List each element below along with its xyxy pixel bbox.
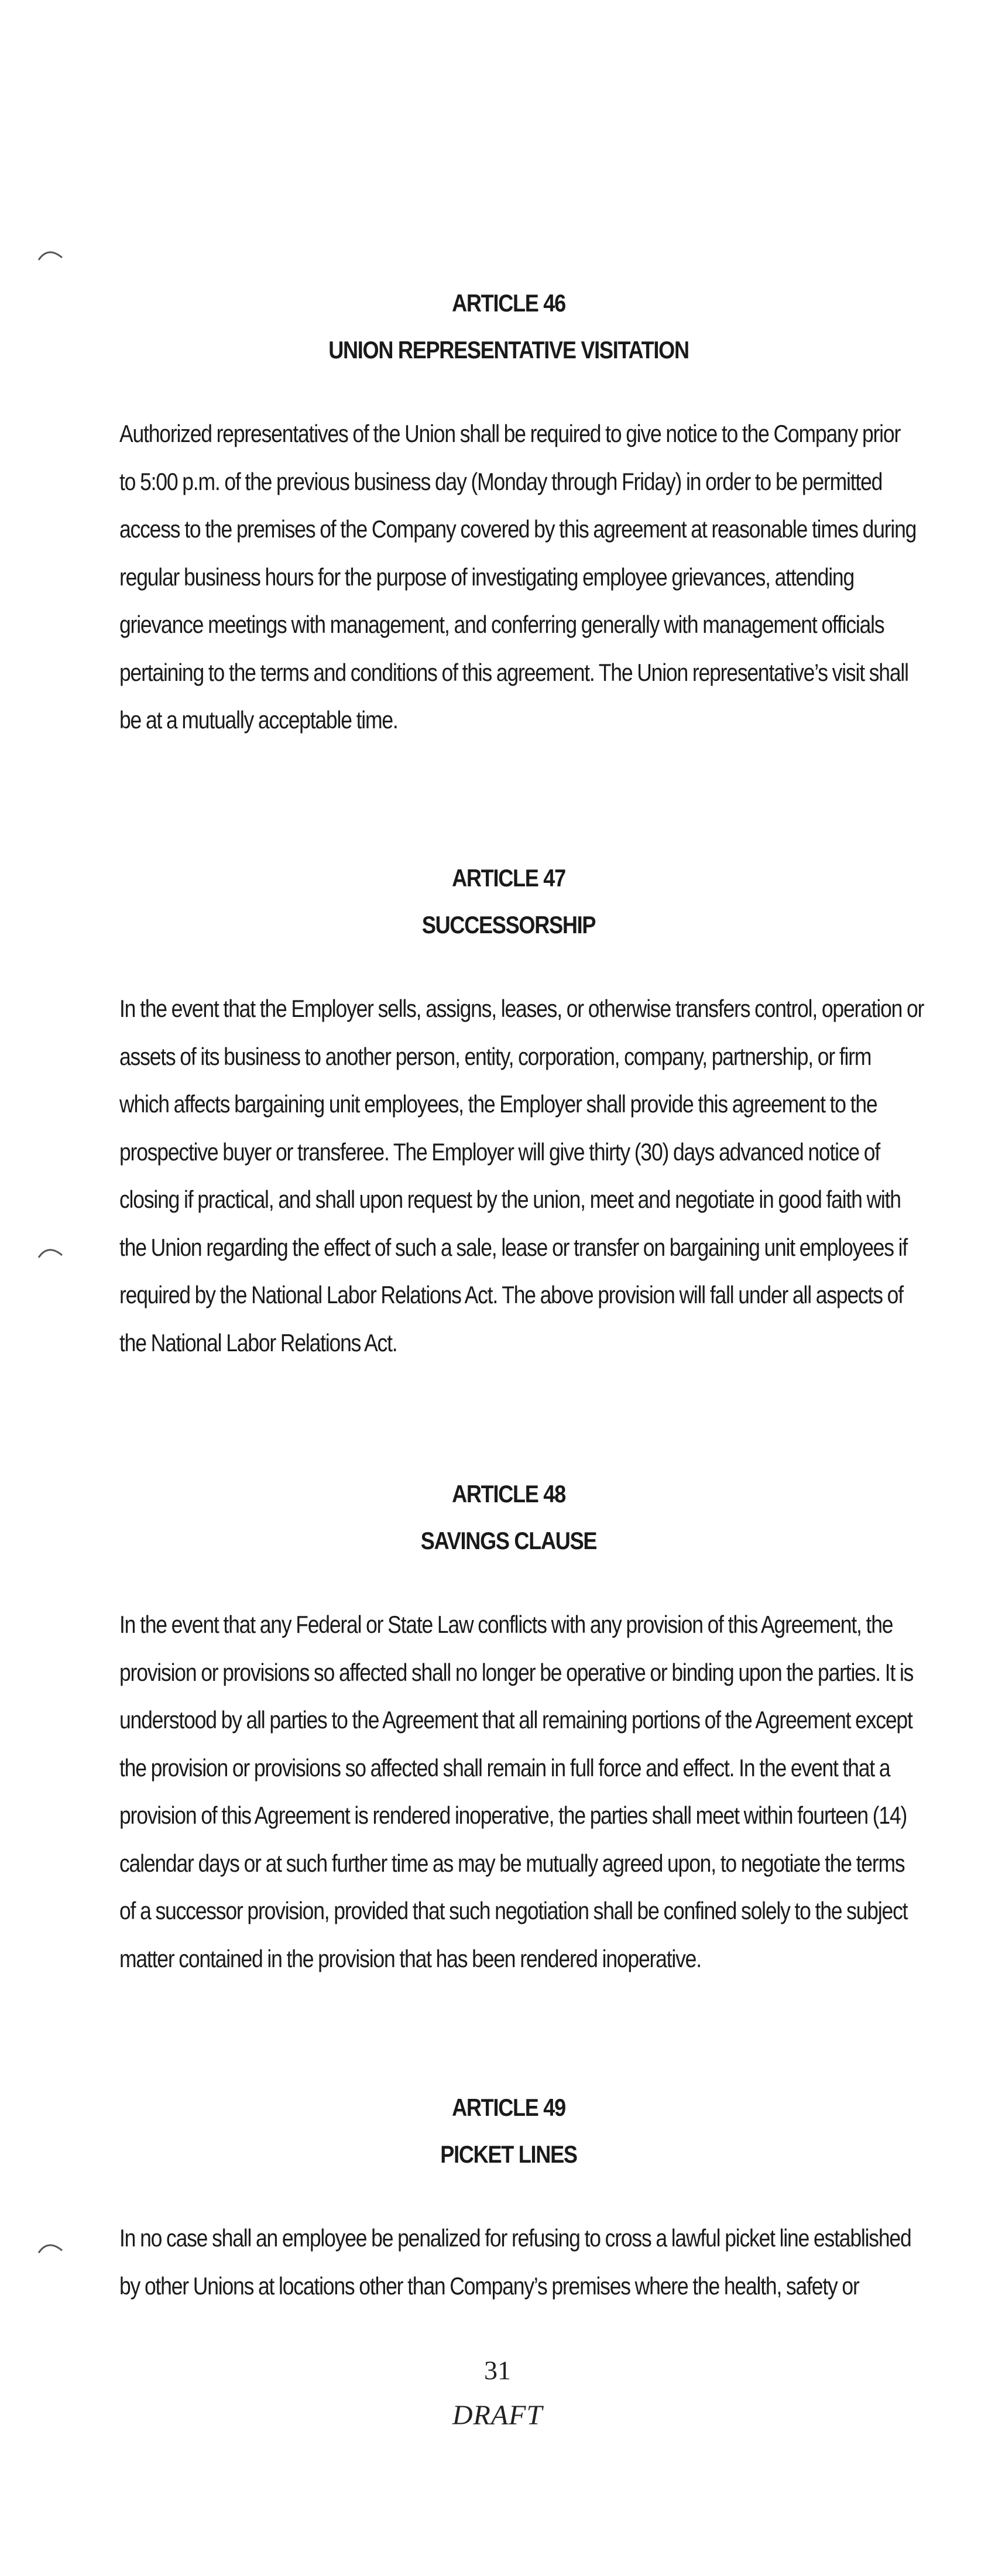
body-line: In the event that any Federal or State Law conflicts with any provision of this Agreement, the	[119, 1611, 893, 1638]
body-line: understood by all parties to the Agreement that all remaining portions of the Agreement except	[119, 1706, 912, 1734]
article-49-section	[119, 2084, 911, 2310]
body-line: which affects bargaining unit employees, the Employer shall provide this agreement to the	[119, 1090, 877, 1118]
punch-hole-mark-icon	[36, 1242, 64, 1260]
article-body	[119, 2214, 911, 2310]
body-line: Authorized representatives of the Union shall be required to give notice to the Company prior	[119, 420, 901, 447]
body-line: to 5:00 p.m. of the previous business day (Monday through Friday) in order to be permitted	[119, 467, 883, 495]
body-line: In no case shall an employee be penalized for refusing to cross a lawful picket line established	[119, 2224, 911, 2252]
body-line: prospective buyer or transferee. The Employer will give thirty (30) days advanced notice of	[119, 1138, 880, 1166]
article-title: PICKET LINES	[440, 2140, 577, 2168]
body-line: calendar days or at such further time as may be mutually agreed upon, to negotiate the terms	[119, 1849, 905, 1877]
body-line: grievance meetings with management, and conferring generally with management officials	[119, 611, 884, 638]
body-line: provision or provisions so affected shall no longer be operative or binding upon the parties. It is	[119, 1658, 914, 1686]
body-line: closing if practical, and shall upon request by the union, meet and negotiate in good faith with	[119, 1186, 901, 1213]
punch-hole-mark-icon	[36, 2238, 64, 2255]
article-title: UNION REPRESENTATIVE VISITATION	[328, 336, 689, 364]
body-line: the provision or provisions so affected shall remain in full force and effect. In the event that a	[119, 1753, 890, 1782]
body-line: assets of its business to another person, entity, corporation, company, partnership, or firm	[119, 1042, 872, 1070]
body-line: required by the National Labor Relations Act. The above provision will fall under all aspects of	[119, 1281, 903, 1308]
article-48-section	[119, 1471, 914, 1982]
body-line: access to the premises of the Company covered by this agreement at reasonable times during	[119, 515, 917, 543]
article-47-section	[119, 855, 924, 1366]
body-line: by other Unions at locations other than Company’s premises where the health, safety or	[119, 2272, 859, 2300]
body-line: provision of this Agreement is rendered inoperative, the parties shall meet within fourteen (14)	[119, 1801, 907, 1829]
article-title: SUCCESSORSHIP	[421, 911, 596, 938]
punch-hole-mark-icon	[36, 245, 64, 262]
article-46-section	[119, 280, 917, 744]
article-number: ARTICLE 49	[452, 2094, 565, 2121]
body-line: matter contained in the provision that has been rendered inoperative.	[119, 1944, 701, 1972]
body-line: the National Labor Relations Act.	[119, 1328, 397, 1356]
article-body	[119, 1601, 914, 1982]
article-body	[119, 410, 917, 744]
body-line: In the event that the Employer sells, assigns, leases, or otherwise transfers control, operation or	[119, 995, 924, 1022]
page-number: 31	[484, 2355, 511, 2385]
body-line: of a successor provision, provided that such negotiation shall be confined solely to the subject	[119, 1897, 908, 1924]
body-line: pertaining to the terms and conditions of this agreement. The Union representative’s visit shall	[119, 658, 908, 686]
article-number: ARTICLE 48	[452, 1480, 565, 1508]
article-body	[119, 985, 924, 1366]
draft-watermark-label: DRAFT	[452, 2400, 543, 2431]
body-line: the Union regarding the effect of such a sale, lease or transfer on bargaining unit employees if	[119, 1233, 907, 1261]
body-line: be at a mutually acceptable time.	[119, 706, 398, 734]
body-line: regular business hours for the purpose of investigating employee grievances, attending	[119, 563, 855, 591]
article-number: ARTICLE 47	[452, 864, 565, 892]
article-title: SAVINGS CLAUSE	[420, 1527, 597, 1554]
article-number: ARTICLE 46	[452, 289, 565, 317]
